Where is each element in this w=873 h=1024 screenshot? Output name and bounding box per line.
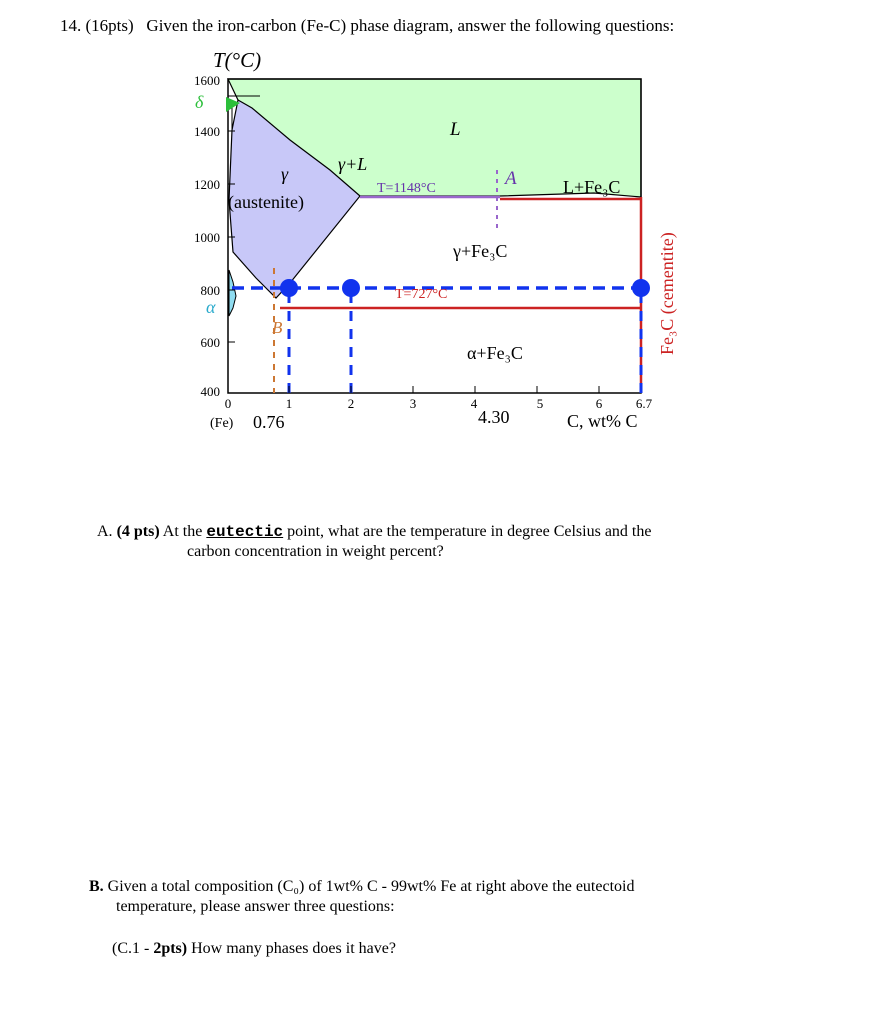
blue-dot-2 xyxy=(342,279,360,297)
x-tick-6: 6 xyxy=(595,396,603,411)
part-b-line2: temperature, please answer three questions: xyxy=(116,898,395,915)
part-a-keyword: eutectic xyxy=(206,523,284,541)
blue-dot-3 xyxy=(632,279,650,297)
part-a-text-before: At the xyxy=(162,523,203,540)
part-c1-label: (C.1 - xyxy=(112,940,150,957)
x-tick-2: 2 xyxy=(347,396,355,411)
part-c1-text: How many phases does it have? xyxy=(191,940,396,957)
fe-label: (Fe) xyxy=(210,416,234,431)
eutectoid-composition: 0.76 xyxy=(253,412,285,432)
eutectoid-temp-label: T=727°C xyxy=(395,287,448,302)
x-axis-title: C, wt% C xyxy=(567,411,638,431)
part-c1-question xyxy=(112,940,396,958)
alpha-fe3c-label: α+Fe₃C xyxy=(467,343,523,363)
y-axis-title: T(°C) xyxy=(213,48,262,72)
cementite-label: Fe₃C (cementite) xyxy=(657,232,677,355)
question-points: (16pts) xyxy=(85,16,134,35)
x-tick-6-7: 6.7 xyxy=(635,396,653,411)
y-tick-1200: 1200 xyxy=(194,177,220,192)
x-tick-5: 5 xyxy=(536,396,544,411)
point-b-label: B xyxy=(272,318,283,337)
part-b-question xyxy=(89,877,634,917)
eutectic-composition: 4.30 xyxy=(478,407,510,427)
austenite-label: (austenite) xyxy=(228,192,304,212)
y-tick-800: 800 xyxy=(200,283,220,298)
part-b-line1: Given a total composition (C₀) of 1wt% C - 99wt% Fe at right above the eutectoid xyxy=(107,878,635,895)
delta-label: δ xyxy=(195,92,204,112)
y-tick-1400: 1400 xyxy=(194,124,220,139)
x-tick-1: 1 xyxy=(285,396,293,411)
x-tick-3: 3 xyxy=(409,396,417,411)
y-tick-600: 600 xyxy=(200,335,220,350)
x-ticks xyxy=(289,386,599,393)
part-a-label: A. xyxy=(97,523,113,540)
liquid-label: L xyxy=(450,119,461,140)
y-tick-400: 400 xyxy=(200,384,220,399)
part-a-points: (4 pts) xyxy=(116,523,160,540)
blue-dot-1 xyxy=(280,279,298,297)
part-c1-points: 2pts) xyxy=(153,940,188,957)
part-a-text-after: point, what are the temperature in degree Celsius and the xyxy=(287,523,652,540)
part-a-question xyxy=(97,522,651,562)
phase-diagram xyxy=(0,0,873,470)
liquid-fe3c-label: L+Fe₃C xyxy=(563,177,621,197)
x-tick-0: 0 xyxy=(224,396,232,411)
alpha-region xyxy=(229,270,236,316)
part-b-label: B. xyxy=(89,878,104,895)
question-number: 14. xyxy=(60,16,82,35)
alpha-label: α xyxy=(206,297,216,317)
y-tick-1600: 1600 xyxy=(194,73,220,88)
gamma-label: γ xyxy=(281,164,289,184)
gamma-liquid-label: γ+L xyxy=(338,154,368,174)
eutectic-temp-label: T=1148°C xyxy=(377,181,436,196)
x-tick-4: 4 xyxy=(470,396,478,411)
y-tick-1000: 1000 xyxy=(194,230,220,245)
point-a-label: A xyxy=(505,168,517,189)
part-a-line2: carbon concentration in weight percent? xyxy=(187,543,444,560)
question-text: Given the iron-carbon (Fe-C) phase diagram, answer the following questions: xyxy=(146,16,675,35)
gamma-fe3c-label: γ+Fe₃C xyxy=(453,241,508,261)
